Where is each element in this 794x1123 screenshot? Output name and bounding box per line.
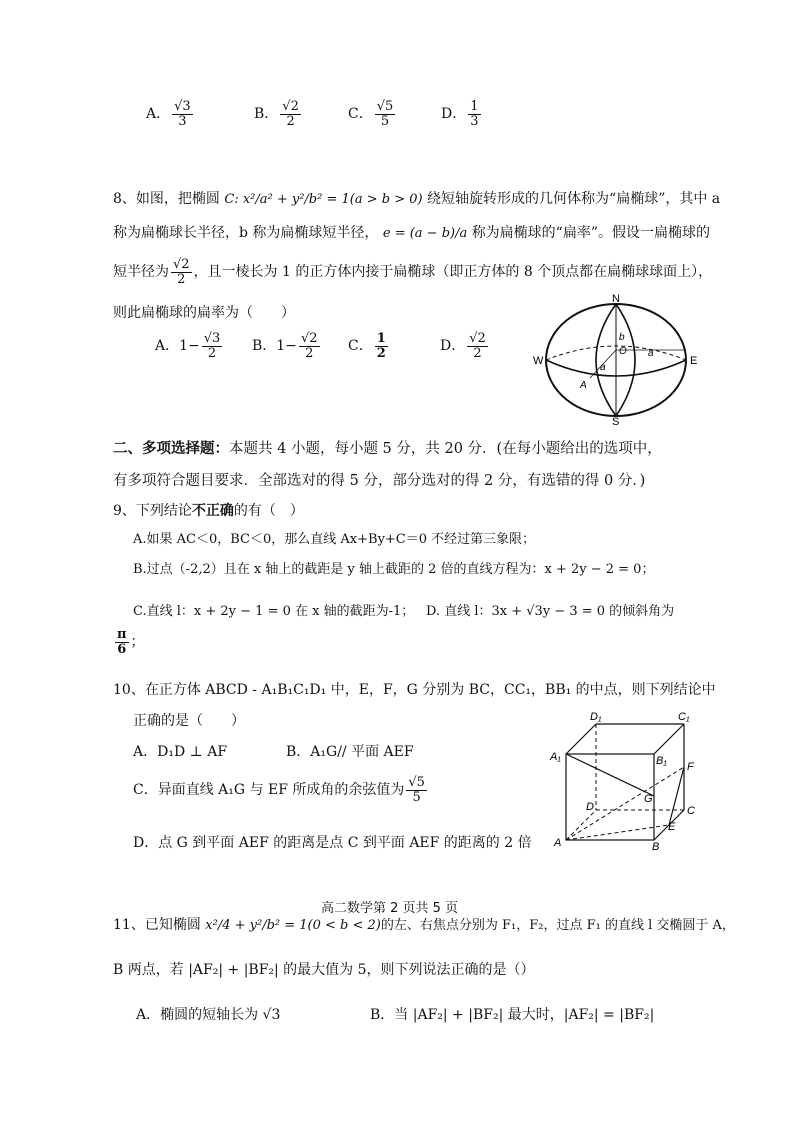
q7-option-b: B． $\frac{√2}{2}$	[254, 99, 299, 129]
q8-line3: 短半径为 $\frac{√2}{2}$ ，且一棱长为 1 的正方体内接于扁椭球（即正方体的 8 个顶点都在扁椭球球面上），	[113, 257, 713, 287]
q9-option-d-angle: $\frac{\pi}{6}$ ；	[117, 627, 145, 657]
q9-option-a: A.如果 AC＜0，BC＜0，那么直线 Ax+By+C＝0 不经过第三象限；	[133, 532, 536, 547]
q8-line1: 8、如图，把椭圆 C: x²/a² + y²/b² = 1(a > b > 0) 绕短轴旋转形成的几何体称为“扁椭球”，其中 a	[113, 191, 721, 207]
q7-option-c: C． $\frac{√5}{5}$	[348, 99, 394, 129]
page-footer: 高二数学第 2 页共 5 页	[321, 901, 459, 916]
q8-option-d: D． $\frac{√2}{2}$	[440, 331, 486, 361]
ellipsoid-label-o: O	[619, 346, 627, 357]
q10-stem2: 正确的是（ ）	[133, 713, 245, 729]
cube-label-c1: C₁	[678, 711, 690, 723]
q8-option-b: B．1− $\frac{√2}{2}$	[252, 331, 318, 361]
q9-stem: 9、下列结论不正确的有（ ）	[113, 503, 304, 519]
ellipsoid-label-a-major: a	[648, 348, 654, 359]
q10-option-a: A．D₁D ⊥ AF	[133, 744, 228, 760]
q11-option-a: A．椭圆的短轴长为 √3	[136, 1007, 281, 1023]
q10-stem: 10、在正方体 ABCD - A₁B₁C₁D₁ 中，E，F，G 分别为 BC，CC₁，BB₁ 的中点，则下列结论中	[113, 682, 716, 698]
q7-option-d: D． $\frac{1}{3}$	[441, 99, 479, 129]
cube-label-c: C	[687, 805, 695, 817]
q11-line1: 11、已知椭圆 x²/4 + y²/b² = 1(0 < b < 2)的左、右焦点分别为 F₁，F₂，过点 F₁ 的直线 l 交椭圆于 A，	[113, 917, 735, 933]
q9-option-d: D. 直线 l：3x + √3y − 3 = 0 的倾斜角为	[426, 604, 675, 619]
cube-label-b: B	[652, 841, 660, 852]
ellipsoid-label-a-point: A	[580, 380, 587, 391]
q9-option-c: C.直线 l：x + 2y − 1 = 0 在 x 轴的截距为-1；	[133, 604, 415, 619]
q8-option-a: A．1− $\frac{√3}{2}$	[155, 331, 221, 361]
ellipsoid-label-w: W	[533, 355, 544, 367]
cube-label-d1: D₁	[590, 711, 602, 723]
q10-option-d: D．点 G 到平面 AEF 的距离是点 C 到平面 AEF 的距离的 2 倍	[133, 835, 532, 851]
ellipsoid-label-n: N	[612, 293, 620, 305]
cube-figure	[548, 706, 704, 852]
ellipsoid-label-s: S	[612, 416, 620, 426]
ellipsoid-figure	[530, 292, 706, 426]
ellipsoid-label-e: E	[690, 355, 698, 367]
q11-line2: B 两点，若 |AF₂| + |BF₂| 的最大值为 5，则下列说法正确的是（）	[113, 962, 535, 978]
cube-label-a1: A₁	[550, 751, 561, 763]
ellipsoid-label-b: b	[619, 332, 625, 343]
q7-option-a: A． $\frac{√3}{3}$	[146, 99, 191, 129]
q8-flattening-formula: e = (a − b)/a	[382, 226, 468, 241]
ellipsoid-label-a-minor: a	[600, 362, 606, 373]
q10-option-c: C．异面直线 A₁G 与 EF 所成角的余弦值为 $\frac{√5}{5}$	[133, 775, 425, 805]
q11-option-b: B．当 |AF₂| + |BF₂| 最大时，|AF₂| = |BF₂|	[370, 1007, 655, 1023]
q9-option-b: B.过点（-2,2）且在 x 轴上的截距是 y 轴上截距的 2 倍的直线方程为：x + 2y − 2 = 0；	[133, 562, 655, 577]
section2-line2: 有多项符合题目要求．全部选对的得 5 分，部分选对的得 2 分，有选错的得 0 分．)	[113, 473, 646, 489]
cube-label-g: G	[644, 793, 653, 805]
section2-title: 二、多项选择题：	[113, 440, 229, 457]
cube-label-e: E	[668, 821, 676, 833]
q8-ellipse-formula: C: x²/a² + y²/b² = 1(a > b > 0)	[224, 192, 423, 207]
q11-ellipse-formula: x²/4 + y²/b² = 1(0 < b < 2)	[205, 918, 381, 933]
q10-option-b: B．A₁G// 平面 AEF	[286, 744, 414, 760]
cube-label-f: F	[687, 761, 694, 773]
cube-label-b1: B₁	[656, 755, 667, 767]
q8-line4: 则此扁椭球的扁率为（ ）	[113, 305, 295, 321]
cube-label-a: A	[554, 837, 562, 849]
q8-option-c: C． $\frac{1}{2}$	[348, 331, 386, 361]
q8-line2: 称为扁椭球长半径，b 称为扁椭球短半径， e = (a − b)/a 称为扁椭球的“扁率”。假设一扁椭球的	[113, 225, 711, 241]
cube-label-d: D	[586, 801, 594, 813]
section2-line1: 二、多项选择题：本题共 4 小题，每小题 5 分，共 20 分．(在每小题给出的选项中，	[113, 440, 662, 457]
